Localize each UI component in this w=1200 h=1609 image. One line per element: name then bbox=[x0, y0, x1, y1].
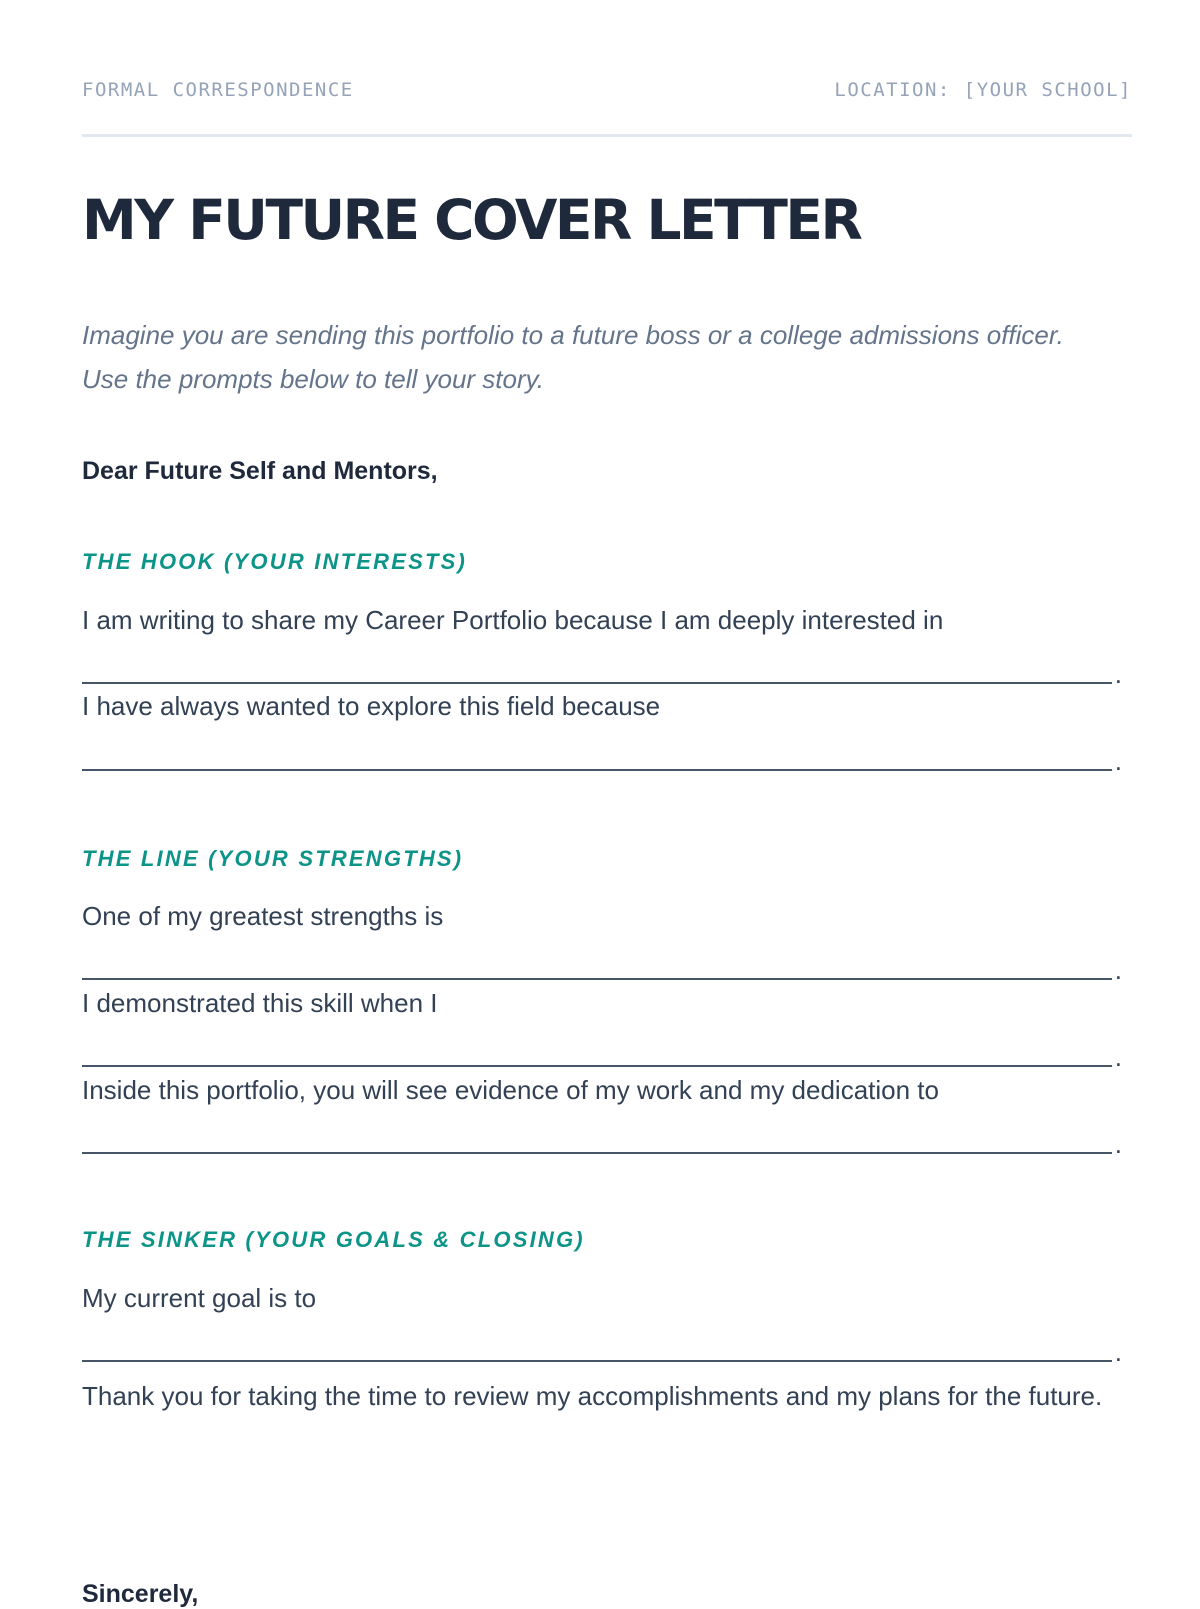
header-divider bbox=[82, 134, 1132, 137]
prompt-skill-demonstrated: I demonstrated this skill when I bbox=[82, 988, 438, 1018]
blank-period: . bbox=[1114, 1129, 1122, 1159]
blank-period: . bbox=[1114, 955, 1122, 985]
answer-blank-current-goal[interactable] bbox=[82, 1337, 1122, 1367]
page-title: MY FUTURE COVER LETTER bbox=[82, 188, 861, 252]
prompt-explore-reason: I have always wanted to explore this field because bbox=[82, 691, 661, 721]
prompt-dedication: Inside this portfolio, you will see evidence of my work and my dedication to bbox=[82, 1075, 939, 1105]
intro-text: Imagine you are sending this portfolio to a future boss or a college admissions officer. Use the prompts below to tell your story. bbox=[82, 320, 1064, 394]
page-header bbox=[82, 79, 1132, 103]
header-label-location: LOCATION: [YOUR SCHOOL] bbox=[834, 79, 1132, 101]
header-label-correspondence: FORMAL CORRESPONDENCE bbox=[82, 79, 354, 101]
blank-line bbox=[82, 769, 1112, 771]
blank-period: . bbox=[1114, 1337, 1122, 1367]
blank-period: . bbox=[1114, 659, 1122, 689]
answer-blank-dedication[interactable] bbox=[82, 1129, 1122, 1159]
prompt-current-goal: My current goal is to bbox=[82, 1283, 317, 1313]
salutation: Dear Future Self and Mentors, bbox=[82, 457, 438, 485]
blank-line bbox=[82, 1360, 1112, 1362]
signoff: Sincerely, bbox=[82, 1580, 199, 1608]
section-heading-hook: THE HOOK (YOUR INTERESTS) bbox=[82, 549, 468, 574]
blank-line bbox=[82, 1065, 1112, 1067]
section-heading-line: THE LINE (YOUR STRENGTHS) bbox=[82, 846, 464, 871]
answer-blank-skill-demonstrated[interactable] bbox=[82, 1042, 1122, 1072]
answer-blank-greatest-strength[interactable] bbox=[82, 955, 1122, 985]
closing-paragraph: Thank you for taking the time to review my accomplishments and my plans for the future. bbox=[82, 1381, 1103, 1411]
prompt-interests: I am writing to share my Career Portfolio because I am deeply interested in bbox=[82, 605, 944, 635]
answer-blank-interests[interactable] bbox=[82, 659, 1122, 689]
section-heading-sinker: THE SINKER (YOUR GOALS & CLOSING) bbox=[82, 1227, 585, 1252]
blank-line bbox=[82, 978, 1112, 980]
answer-blank-explore-reason[interactable] bbox=[82, 746, 1122, 776]
prompt-greatest-strength: One of my greatest strengths is bbox=[82, 901, 444, 931]
blank-line bbox=[82, 1152, 1112, 1154]
blank-period: . bbox=[1114, 746, 1122, 776]
blank-period: . bbox=[1114, 1042, 1122, 1072]
blank-line bbox=[82, 682, 1112, 684]
